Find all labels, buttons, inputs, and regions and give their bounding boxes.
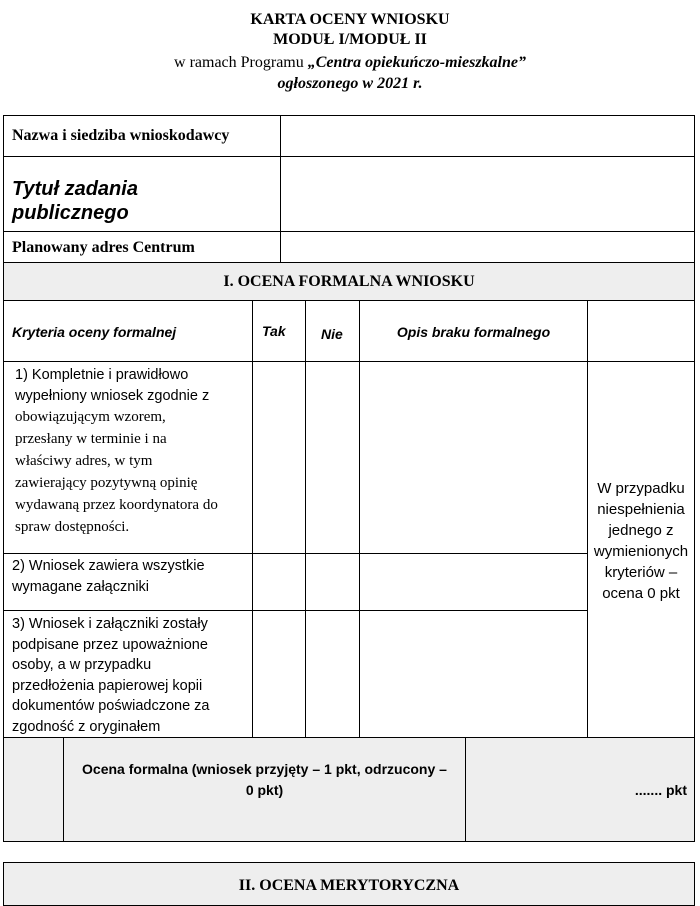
col-no-header: Nie <box>321 326 343 342</box>
criterion-3-text: 3) Wniosek i załączniki zostały podpisane przez upoważnione osoby, a w przypadku przedłożenia papierowej kopii dokumentów poświadczone za zgodność z oryginałem <box>12 616 210 735</box>
criterion-1-text: 1) Kompletnie i prawidłowo wypełniony wniosek zgodnie z obowiązującym wzorem, przesłany w terminie i na właściwy adres, w tym zawierający pozytywną opinię wydawaną przez koordynatora do spraw dostępności. <box>15 367 218 535</box>
criterion-2-text: 2) Wniosek zawiera wszystkie wymagane załączniki <box>12 558 205 595</box>
criterion-3-description-cell[interactable] <box>360 611 587 737</box>
criteria-note: W przypadku niespełnienia jednego z wymienionych kryteriów – ocena 0 pkt <box>593 480 689 602</box>
formal-points-field[interactable]: ....... pkt <box>634 782 687 798</box>
task-title-label: Tytuł zadania publicznego <box>12 178 138 224</box>
criterion-3-no-cell[interactable] <box>306 611 359 737</box>
criterion-2-yes-cell[interactable] <box>253 554 305 610</box>
applicant-name-field[interactable] <box>281 116 694 156</box>
document-title: KARTA OCENY WNIOSKU <box>250 11 450 28</box>
section-merit-title: II. OCENA MERYTORYCZNA <box>3 862 695 906</box>
applicant-table <box>3 115 695 262</box>
section-formal-title: I. OCENA FORMALNA WNIOSKU <box>3 262 695 301</box>
col-criteria-header: Kryteria oceny formalnej <box>12 324 177 340</box>
formal-criteria-table <box>3 301 695 738</box>
col-description-header: Opis braku formalnego <box>396 324 551 340</box>
criterion-1-description-cell[interactable] <box>360 362 587 553</box>
announced-line: ogłoszonego w 2021 r. <box>277 75 423 92</box>
applicant-name-label: Nazwa i siedziba wnioskodawcy <box>12 127 230 144</box>
program-prefix: w ramach Programu <box>174 54 308 71</box>
centre-address-label: Planowany adres Centrum <box>12 239 195 256</box>
formal-summary-label: Ocena formalna (wniosek przyjęty – 1 pkt, odrzucony – 0 pkt) <box>82 761 447 798</box>
centre-address-field[interactable] <box>281 232 694 262</box>
criterion-1-no-cell[interactable] <box>306 362 359 553</box>
criterion-2-no-cell[interactable] <box>306 554 359 610</box>
document-module: MODUŁ I/MODUŁ II <box>273 31 427 48</box>
col-yes-header: Tak <box>262 323 286 339</box>
program-line <box>0 53 700 73</box>
task-title-field[interactable] <box>281 157 694 231</box>
criterion-3-yes-cell[interactable] <box>253 611 305 737</box>
criterion-2-description-cell[interactable] <box>360 554 587 610</box>
program-name: „Centra opiekuńczo-mieszkalne” <box>307 54 526 71</box>
formal-summary-row <box>3 738 695 842</box>
criterion-1-yes-cell[interactable] <box>253 362 305 553</box>
